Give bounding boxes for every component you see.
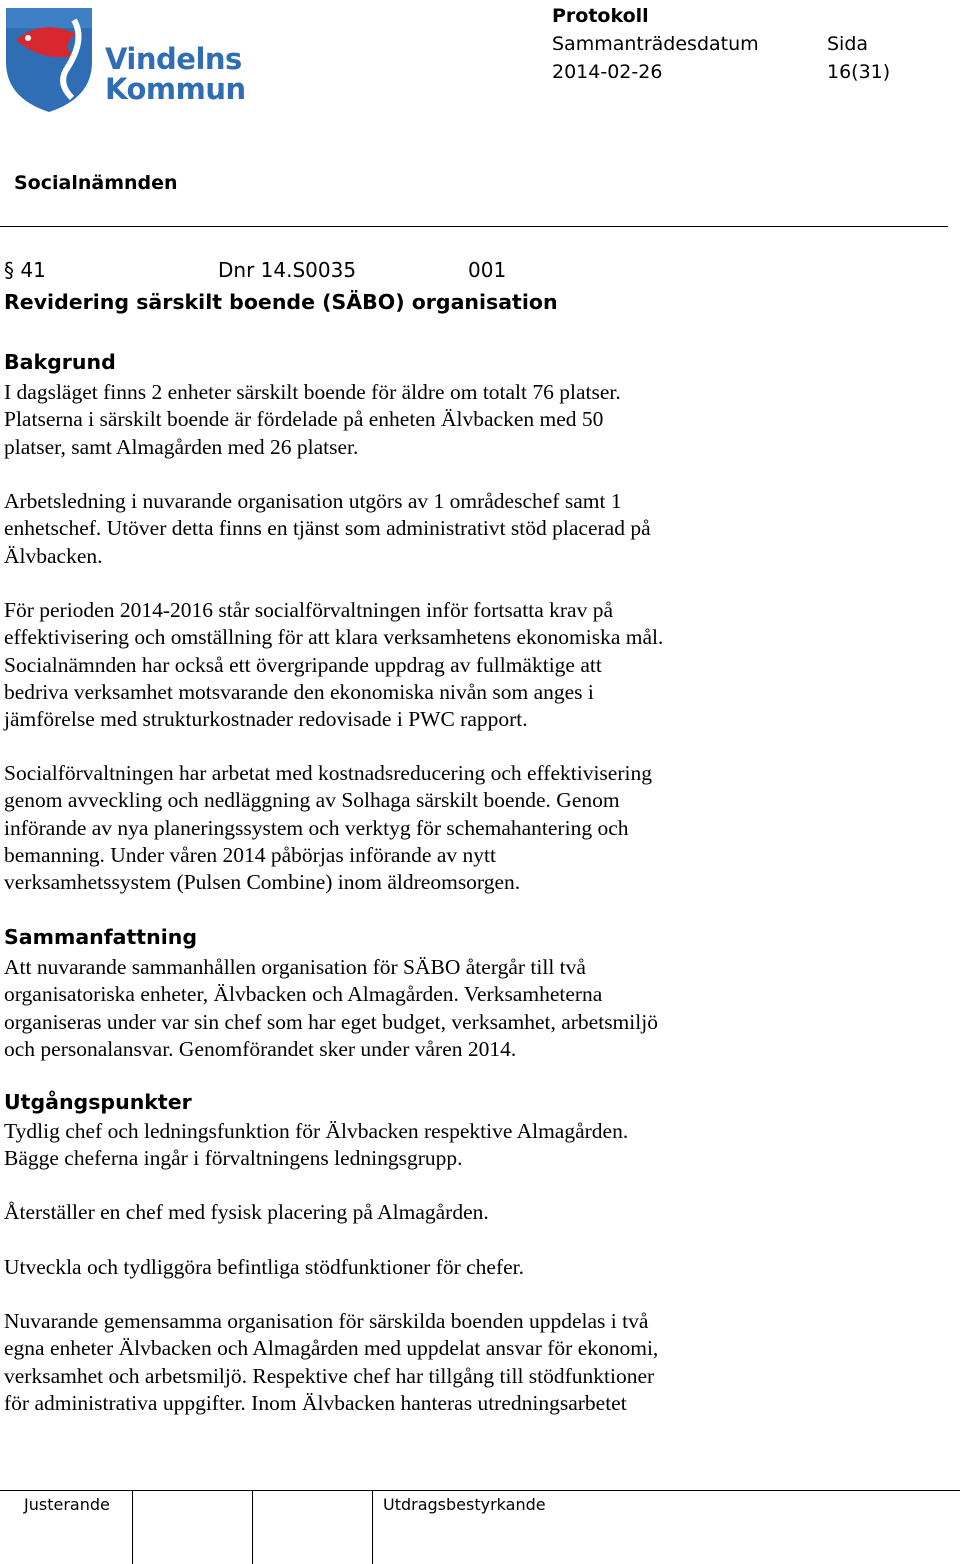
paragraph-bakgrund-1 — [4, 379, 944, 461]
text-line: Bägge cheferna ingår i förvaltningens ledningsgrupp. — [4, 1146, 463, 1171]
logo-line-1: Vindelns — [105, 42, 242, 76]
paragraph-utgangspunkter-3 — [4, 1254, 944, 1281]
header-divider — [0, 226, 948, 227]
text-line: Nuvarande gemensamma organisation för särskilda boenden uppdelas i två — [4, 1309, 649, 1333]
footer-cell-border — [252, 1490, 253, 1564]
text-line: Återställer en chef med fysisk placering på Almagården. — [4, 1200, 489, 1224]
text-line: effektivisering och omställning för att klara verksamhetens ekonomiska mål. — [4, 625, 664, 650]
text-line: Platserna i särskilt boende är fördelade på enheten Älvbacken med 50 — [4, 407, 604, 432]
date-label: Sammanträdesdatum — [552, 33, 759, 55]
section-heading-sammanfattning: Sammanfattning — [4, 925, 197, 949]
text-line: genom avveckling och nedläggning av Solhaga särskilt boende. Genom — [4, 788, 620, 813]
text-line: bedriva verksamhet motsvarande den ekonomiska nivån som anges i — [4, 679, 594, 704]
text-line: Socialnämnden har också ett övergripande uppdrag av fullmäktige att — [4, 652, 602, 677]
logo-line-2: Kommun — [105, 72, 246, 106]
text-line: Arbetsledning i nuvarande organisation utgörs av 1 områdeschef samt 1 — [4, 489, 622, 513]
text-line: För perioden 2014-2016 står socialförvaltningen inför fortsatta krav på — [4, 598, 613, 622]
paragraph-bakgrund-2 — [4, 488, 944, 570]
paragraph-utgangspunkter-4 — [4, 1308, 944, 1417]
text-line: verksamhetssystem (Pulsen Combine) inom äldreomsorgen. — [4, 870, 521, 895]
page-value: 16(31) — [827, 61, 891, 83]
text-line: Socialförvaltningen har arbetat med kostnadsreducering och effektivisering — [4, 761, 652, 785]
text-line: Älvbacken. — [4, 543, 103, 568]
logo-wordmark — [105, 44, 246, 104]
footer-cell-border — [132, 1490, 133, 1564]
case-paragraph: § 41 — [4, 258, 46, 282]
paragraph-utgangspunkter-2 — [4, 1199, 944, 1226]
footer-utdragsbestyrkande-label: Utdragsbestyrkande — [383, 1495, 546, 1514]
footer-divider — [0, 1490, 960, 1491]
paragraph-sammanfattning — [4, 954, 944, 1063]
paragraph-bakgrund-3 — [4, 597, 944, 733]
footer-cell-border — [372, 1490, 373, 1564]
page-label: Sida — [827, 33, 869, 55]
text-line: Tydlig chef och ledningsfunktion för Älvbacken respektive Almagården. — [4, 1119, 629, 1143]
municipality-logo — [2, 0, 246, 112]
text-line: jämförelse med strukturkostnader redovisade i PWC rapport. — [4, 707, 528, 732]
committee-name: Socialnämnden — [14, 172, 178, 194]
text-line: Att nuvarande sammanhållen organisation för SÄBO återgår till två — [4, 955, 586, 979]
text-line: enhetschef. Utöver detta finns en tjänst som administrativt stöd placerad på — [4, 516, 651, 541]
text-line: och personalansvar. Genomförandet sker under våren 2014. — [4, 1036, 517, 1061]
date-value: 2014-02-26 — [552, 61, 663, 83]
fish-emblem-icon — [2, 0, 102, 112]
doc-type: Protokoll — [552, 5, 649, 27]
text-line: bemanning. Under våren 2014 påbörjas införande av nytt — [4, 842, 496, 867]
case-code: 001 — [468, 258, 507, 282]
text-line: organisatoriska enheter, Älvbacken och Almagården. Verksamheterna — [4, 982, 603, 1007]
section-heading-utgangspunkter: Utgångspunkter — [4, 1090, 192, 1114]
case-dnr: Dnr 14.S0035 — [218, 258, 357, 282]
footer-justerande-label: Justerande — [24, 1495, 110, 1514]
text-line: för administrativa uppgifter. Inom Älvbacken hanteras utredningsarbetet — [4, 1390, 627, 1415]
text-line: platser, samt Almagården med 26 platser. — [4, 434, 359, 459]
case-title: Revidering särskilt boende (SÄBO) organisation — [4, 290, 558, 314]
text-line: I dagsläget finns 2 enheter särskilt boende för äldre om totalt 76 platser. — [4, 380, 621, 404]
section-heading-bakgrund: Bakgrund — [4, 350, 116, 374]
text-line: Utveckla och tydliggöra befintliga stödfunktioner för chefer. — [4, 1255, 525, 1279]
paragraph-utgangspunkter-1 — [4, 1118, 944, 1173]
paragraph-bakgrund-4 — [4, 760, 944, 896]
text-line: organiseras under var sin chef som har eget budget, verksamhet, arbetsmiljö — [4, 1009, 658, 1034]
text-line: införande av nya planeringssystem och verktyg för schemahantering och — [4, 815, 629, 840]
text-line: egna enheter Älvbacken och Almagården med uppdelat ansvar för ekonomi, — [4, 1336, 659, 1361]
text-line: verksamhet och arbetsmiljö. Respektive chef har tillgång till stödfunktioner — [4, 1363, 655, 1388]
